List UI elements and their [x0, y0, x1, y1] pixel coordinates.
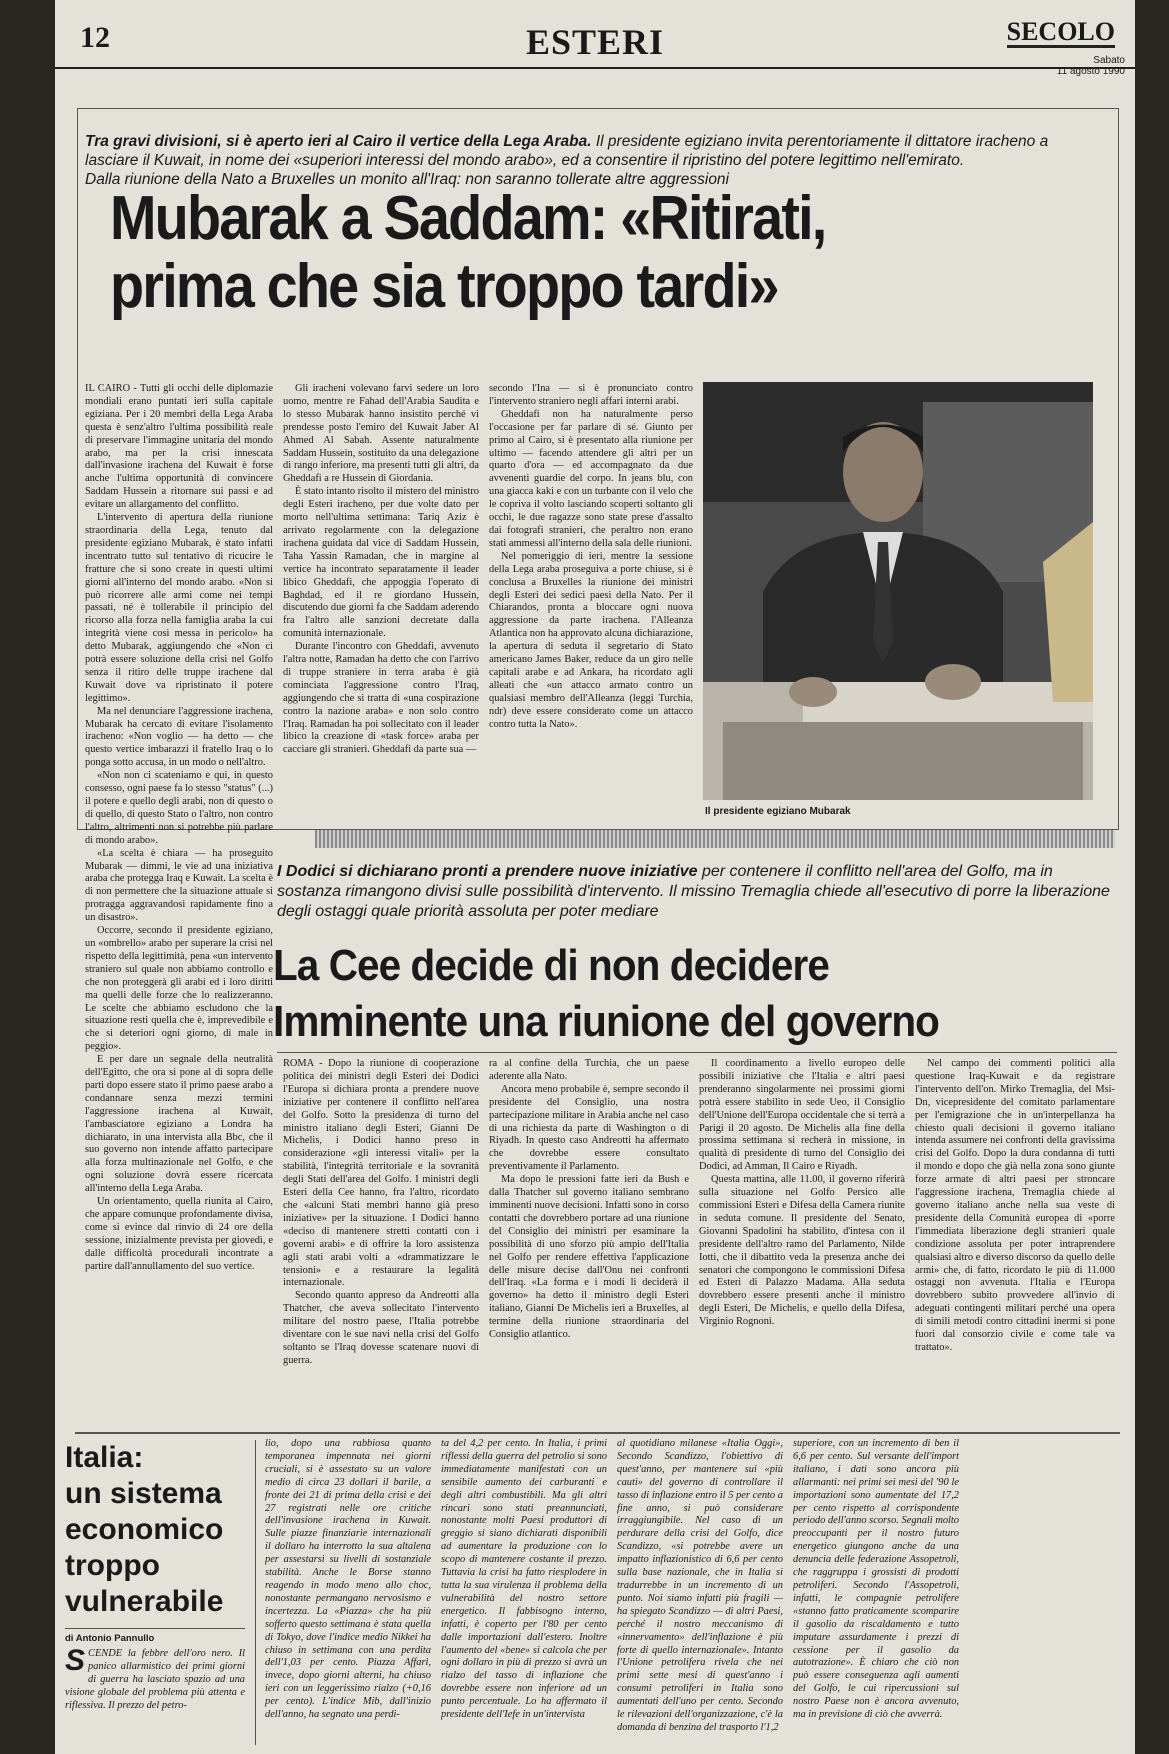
separator-band	[315, 830, 1115, 848]
story3-col4	[793, 1438, 959, 1748]
story1-kicker-rest: Il presidente egiziano invita perentoriamente il dittatore iracheno a lasciare il Kuwait, in nome dei «superiori interessi del mondo arabo», ed a consentire il ripristino del potere legittimo nell'emirato.	[85, 133, 1049, 169]
story3-headline-line4: troppo	[65, 1549, 160, 1582]
issue-date	[1057, 55, 1125, 77]
story1-headline-line2: prima che sia troppo tardi»	[110, 252, 778, 321]
story2-col4	[915, 1058, 1115, 1408]
mubarak-photo	[703, 382, 1093, 800]
story1-col3	[489, 383, 693, 818]
newspaper-logo: SECOLO	[1006, 17, 1115, 46]
story1-col1-p4: «Non non ci scateniamo e qui, in questo consesso, ogni paese fa lo stesso "status" (...) il potere e quello degli arabi, non di questo o di quello, di questo Stato o l'altro, non contro l'altro, altrimenti non si potrebbe più parlare di mondo arabo».	[85, 770, 273, 846]
story1-col1-p1: IL CAIRO - Tutti gli occhi delle diplomazie mondiali erano puntati ieri sulla capitale egiziana. Per i 20 membri della Lega Araba questa è senz'altro l'ultima possibilità reale di preservare l'immagine unitaria del mondo arabo, ma per la crisi innescata dall'invasione irachena del Kuwait è forse anche l'ultima opportunità di convincere Saddam Hussein a ritornare sui passi e ad evitare un allargamento del conflitto.	[85, 383, 273, 511]
story1-col2-p1: Gli iracheni volevano farvi sedere un loro uomo, mentre re Fahad dell'Arabia Saudita e lo stesso Mubarak hanno insistito perché vi prendesse posto l'emiro del Kuwait Jaber Al Ahmed Al Sabah. Assente naturalmente Saddam Hussein, sostituito da una delegazione di rango inferiore, ma presenti tutti gli altri, da Gheddafi a re Hussein di Giordania.	[283, 383, 479, 485]
story2-col2-p1: ra al confine della Turchia, che un paese aderente alla Nato.	[489, 1058, 689, 1082]
story1-col2	[283, 383, 479, 818]
photo-illustration	[703, 382, 1093, 800]
story1-col1-p3: Ma nel denunciare l'aggressione irachena, Mubarak ha cercato di evitare l'isolamento iracheno: «Non voglio — ha detto — che questo vertice imbarazzi il fratello Iraq o lo ponga sotto accusa, in un modo o nell'altro.	[85, 705, 273, 769]
story2-col4-p1: Nel campo dei commenti politici alla questione Iraq-Kuwait e da registrare l'intervento dell'on. Mirko Tremaglia, del Msi-Dn, vicepresidente del comitato parlamentare per l'emigrazione che in un'interpellanza ha chiesto quali decisioni il governo italiano intenda assumere nei confronti della gravissima crisi del Golfo. Dopo la dura condanna di tutti il mondo e dopo che già nella zona sono giunte forze armate di altri paesi per stroncare l'aggressione irachena, Tremaglia chiede al governo italiano anche nella sua veste di presidente della Comunità europea di «porre l'immediata liberazione degli stranieri quale condizione assoluta per poter intraprendere qualsiasi altro e diverso discorso da quello delle armi» che, di fatto, ricordato le più di 11.000 ostaggi non avvenuta. l'Italia e l'Europa dovrebbero subito provvedere all'invio di adeguati contingenti militari perché una opera di simili metodi contro cittadini inermi si pone fuori dal consorzio civile e come tale va trattato».	[915, 1058, 1115, 1353]
story3-col4-text: superiore, con un incremento di ben il 6,6 per cento. Sul versante dell'import italiano, i dati sono ancora più allarmanti: nei primi sei mesi del '90 le importazioni sono aumentate del 17,2 per cento rispetto al corrispondente periodo dell'anno scorso. Segnali molto preoccupanti per il nostro futuro energetico giungono anche da una denuncia delle federazione Assopetroli, che raggruppa i grossisti di prodotti petroliferi. Secondo l'Assopetroli, infatti, le compagnie petrolifere «stanno fatto praticamente scomparire il gasolio da riscaldamento e tutto imputare assurdamente i prezzi di cessione per il gasolio da autotrazione». È chiaro che ciò non può essere conseguenza agli aumenti del Golfo, le cui ripercussioni sul nostro Paese non è ancora avvenuto, ma in previsione di ciò che avverrà.	[793, 1438, 959, 1721]
story1-headline-line1: Mubarak a Saddam: «Ritirati,	[110, 184, 826, 253]
story1-col1-p7: E per dare un segnale della neutralità dell'Egitto, che ora si pone al di sopra delle parti dopo essere stato il primo paese arabo a condannare senza mezzi termini l'aggressione irachena al Kuwait, l'ambasciatore egiziano a Londra ha dichiarato, in una intervista alla Bbc, che il suo governo non intende affatto partecipare alla forza multinazionale nel Golfo, e che ogni soluzione dovrà essere ricercata all'interno della Lega Araba.	[85, 1054, 273, 1195]
story1-col1-p2: L'intervento di apertura della riunione straordinaria della Lega, tenuto dal presidente egiziano Mubarak, è stato infatti incentrato tutto sul tentativo di ricucire le fratture che si sono create in questi ultimi giorni all'interno del mondo arabo. «Non si può ricorrere alle armi come nei tempi passati, né è tollerabile il principio del ricorso alla forza nella famiglia araba la cui integrità viene così messa in pericolo» ha detto Mubarak, aggiungendo che «Non ci potrà essere soluzione della crisi nel Golfo senza il ritiro delle truppe irachene dal Kuwait dove va ripristinato il potere legittimo».	[85, 512, 273, 704]
page-number: 12	[80, 21, 110, 54]
story3-col2	[441, 1438, 607, 1748]
story2-col2-p3: Ma dopo le pressioni fatte ieri da Bush e dalla Thatcher sul governo italiano sembrano imminenti nuove decisioni. Infatti sono in corso contatti che dovrebbero portare ad una riunione del Consiglio dei ministri per esaminare la possibilità di uno sforzo più ampio dell'Italia nel Golfo per rendere effettiva l'applicazione delle misure decise dall'Onu nei confronti dell'Iraq. «La forma e i modi li deciderà il governo» ha detto il ministro degli Esteri italiano, Gianni De Michelis ieri a Bruxelles, al termine della riunione straordinaria del Consiglio atlantico.	[489, 1174, 689, 1341]
story1-col1-p8: Un orientamento, quella riunita al Cairo, che appare comunque profondamente divisa, come si evince dal rinvio di 24 ore della sessione, inizialmente prevista per giovedì, e dalle difficoltà procedurali incontrate a partire dall'annullamento del suo vertice.	[85, 1196, 273, 1272]
story2-headline-line2: Imminente una riunione del governo	[273, 997, 939, 1046]
story1-col3-p2: Gheddafi non ha naturalmente perso l'occasione per far parlare di sé. Giunto per primo al Cairo, si è presentato alla riunione per ultimo — facendo attendere gli altri per un quarto d'ora — ed accompagnato da due avvenenti guardie del corpo. In jeans blu, con una giacca kaki e con un turbante con il velo che le copriva il volto lasciando scoperti soltanto gli occhi, le due ragazze sono state prese d'assalto dai fotografi stranieri, che peraltro non erano stati ammessi all'interno della sala delle riunioni.	[489, 408, 693, 549]
story2-col1-p2: Secondo quanto appreso da Andreotti alla Thatcher, che aveva sollecitato l'intervento militare del nostro paese, l'Italia potrebbe diventare con le sue navi nella crisi del Golfo soltanto se l'Iraq dovesse scatenare nuovi di guerra.	[283, 1290, 479, 1366]
story3-col3-text: al quotidiano milanese «Italia Oggi», Secondo Scandizzo, l'obiettivo di quest'anno, per mantenere sui «più cauti» del governo di controllare il tasso di inflazione entro il 5 per cento a fine anno, si può considerare irraggiungibile. Nel caso di un perdurare della crisi del Golfo, dice Scandizzo, «si potrebbe avere un impatto inflazionistico di 6,6 per cento sulla base nazionale, che in Italia si tradurrebbe in un incremento di un punto. Noi siamo infatti più fragili — ha spiegato Scandizzo — di altri Paesi, perché il nostro meccanismo di «innervamento» dell'inflazione è più forte di quello internazionale». Intanto l'Unione petrolifera rivela che nei primi sette mesi di quest'anno i consumi petroliferi in Italia sono aumentati dell'uno per cento. Secondo le rilevazioni dell'organizzazione, c'è la domanda di benzina del trasporto l'1,2	[617, 1438, 783, 1733]
photo-caption: Il presidente egiziano Mubarak	[705, 806, 851, 817]
story3-headline-line2: un sistema	[65, 1477, 222, 1510]
story2-col3-p2: Questa mattina, alle 11.00, il governo riferirà sulla situazione nel Golfo Persico alle commissioni Esteri e Difesa della Camera riunite in seduta comune. Il presidente del Senato, Giovanni Spadolini ha stabilito, d'intesa con il presidente dell'altro ramo del Parlamento, Nilde Iotti, che il dibattito veda la presenza anche dei senatori che compongono le commissioni Difesa ed Esteri di Palazzo Madama. Alla seduta dovrebbero essere presenti anche il ministro degli Esteri, De Michelis, e quello della Difesa, Virginio Rognoni.	[699, 1174, 905, 1328]
story2-col3	[699, 1058, 905, 1408]
story1-col1	[85, 383, 273, 1398]
story2-kicker	[277, 862, 1117, 922]
story1-headline	[110, 185, 830, 321]
story2-headline-line1: La Cee decide di non decidere	[273, 941, 829, 990]
issue-day: Sabato	[1093, 55, 1125, 66]
story3-col0-text: CENDE la febbre dell'oro nero. Il panico allarmistico dei primi giorni di guerra ha lasciato spazio ad una visione globale del problema più attenta e riflessiva. Il prezzo del petro-	[65, 1648, 245, 1711]
story3-headline-line3: economico	[65, 1513, 224, 1546]
section-title: ESTERI	[525, 22, 665, 62]
story2-rule	[277, 1052, 1117, 1053]
story3-col2-text: ta del 4,2 per cento. In Italia, i primi riflessi della guerra del petrolio si sono immediatamente manifestati con un sensibile aumento dei carburanti e degli altri combustibili. Ma gli altri rincari sono stati preannunciati, nonostante molti Paesi produttori di greggio si siano dichiarati disponibili ad aumentare la produzione con lo scopo di mantenere costante il prezzo. Tuttavia la crisi ha fatto riesplodere in tutta la sua virulenza il problema della vulnerabilità del nostro settore energetico. Il fabbisogno interno, infatti, è coperto per l'80 per cento dalle importazioni dall'estero. Inoltre l'aumento del «bene» si calcola che per ogni dollaro in più di prezzo si avrà un rialzo del tasso di inflazione che dovrebbe essere non inferiore ad un punto percentuale. Lo ha affermato il presidente dell'Iefe in un'intervista	[441, 1438, 607, 1721]
story3-headline-line1: Italia:	[65, 1441, 144, 1474]
story1-col3-p3: Nel pomeriggio di ieri, mentre la sessione della Lega araba proseguiva a porte chiuse, si è conclusa a Bruxelles la riunione dei ministri degli Esteri dei sedici paesi della Nato. Per il Chiarandos, pronta a bloccare ogni nuova aggressione da parte irachena. l'Alleanza Atlantica non ha approvato alcuna dichiarazione, la apertura di seduta il segretario di Stato americano James Baker, reduce da un giro nelle capitali arabe e ad Ankara, ha ricordato agli alleati che «un attacco armato contro un qualsiasi membro dell'Alleanza (leggi Turchia, ndr) deve essere considerato come un attacco contro tutta la Nato».	[489, 550, 693, 730]
issue-date-text: 11 agosto 1990	[1056, 66, 1125, 77]
story2-kicker-rest: per contenere il conflitto nell'area del Golfo, ma in sostanza rimangono divisi sulle possibilità d'intervento. Il missino Tremaglia chiede all'esecutivo di porre la liberazione degli ostaggi quale priorità assoluta per poter mediare	[277, 863, 1110, 920]
story3-col1	[265, 1438, 431, 1748]
story1-kicker-line3: Dalla riunione della Nato a Bruxelles un monito all'Iraq: non saranno tollerate altre aggressioni	[85, 171, 729, 188]
story2-col1-p1: ROMA - Dopo la riunione di cooperazione politica dei ministri degli Esteri dei Dodici l'Europa si dichiara pronta a prendere nuove iniziative per contenere il conflitto nell'area del Golfo. Sotto la presidenza di turno del ministro italiano degli Esteri, Gianni De Michelis, i Dodici hanno preso in considerazione «gli interessi vitali» per la stabilità, l'integrità territoriale e la sovranità degli Stati dell'area del Golfo. I ministri degli Esteri della Cee hanno, fra l'altro, ricordato che «alcuni Stati membri hanno già preso iniziative» per la situazione. I Dodici hanno «deciso di mantenere stretti contatti con i governi arabi» e di offrire la loro assistenza agli stati arabi volti a «drammatizzare le tensioni» e a restaurare la legalità internazionale.	[283, 1058, 479, 1289]
story2-col1	[283, 1058, 479, 1408]
story1-kicker	[85, 132, 1105, 189]
story1-col2-p2: È stato intanto risolto il mistero del ministro degli Esteri iracheno, per due volte dato per morto nell'ultima settimana: Tariq Aziz è arrivato regolarmente con la delegazione irachena guidata dal vice di Saddam Hussein, Taha Yassin Ramadan, che in margine al vertice ha incontrato separatamente il leader libico Gheddafi, che appoggia l'operato di Baghdad, ed il re giordano Hussein, discutendo due giorni fa che Saddam aderendo fra l'altro alle sanzioni decretate dalla comunità internazionale.	[283, 486, 479, 640]
story3-headline-line5: vulnerabile	[65, 1585, 224, 1618]
story3-headline	[65, 1440, 223, 1620]
story1-col1-p6: Occorre, secondo il presidente egiziano, un «ombrello» arabo per superare la crisi nel rispetto della legittimità, pena «un intervento straniero sul quale non abbiamo controllo e che non proteggerà gli arabi ed i loro diritti ma quelli delle forze che lo realizzeranno. Le scelte che abbiamo escludono che la situazione resti quella che è, imprevedibile e che si deteriori ogni giorno, di male in peggio».	[85, 925, 273, 1053]
story2-col3-p1: Il coordinamento a livello europeo delle possibili iniziative che l'Italia e altri paesi prenderanno singolarmente nei prossimi giorni potrà essere stabilito in sede Ueo, il Consiglio dell'Unione dell'Europa occidentale che si terrà a Parigi il 20 agosto. De Michelis alla fine della prossima settimana si recherà in missione, in qualità di presidente di turno del Consiglio dei Dodici, ad Amman, Il Cairo e Riyadh.	[699, 1058, 905, 1173]
story2-headline	[273, 938, 1046, 1050]
masthead	[55, 15, 1135, 77]
story3-byline: di Antonio Pannullo	[65, 1628, 245, 1644]
story3-col0	[65, 1648, 245, 1748]
story3-divider	[255, 1440, 256, 1745]
story2-col2	[489, 1058, 689, 1408]
story1-col3-p1: secondo l'Ina — si è pronunciato contro l'intervento straniero negli affari interni arabi.	[489, 383, 693, 407]
story1-col1-p5: «La scelta è chiara — ha proseguito Mubarak — dimmi, le vie ad una iniziativa araba che protegga Iraq e Kuwait. La scelta è di non permettere che la situazione attuale si protragga aggravandosi rapidamente fino a un disastro».	[85, 847, 273, 924]
story2-kicker-bold: I Dodici si dichiarano pronti a prendere nuove iniziative	[277, 863, 698, 880]
story2-col2-p2: Ancora meno probabile è, sempre secondo il presidente del Consiglio, una nostra partecipazione militare in Arabia anche nel caso di una richiesta da parte di Washington o di Riyadh. In questo caso Andreotti ha affermato che dovrebbe essere consultato preventivamente il Parlamento.	[489, 1083, 689, 1173]
story1-kicker-bold: Tra gravi divisioni, si è aperto ieri al Cairo il vertice della Lega Araba.	[85, 133, 592, 150]
story1-col2-p3: Durante l'incontro con Gheddafi, avvenuto l'altra notte, Ramadan ha detto che con l'arrivo di truppe straniere in terra araba è già cominciata l'aggressione contro l'Iraq, aggiungendo che si tratta di «una cospirazione contro la nazione araba» e non solo contro l'Iraq. Ramadan ha poi sollecitato con il leader libico la creazione di «task force» araba per cacciare gli stranieri. Gheddafi da parte sua —	[283, 641, 479, 756]
newspaper-page	[55, 0, 1135, 1754]
dropcap-letter: S	[65, 1648, 86, 1677]
story3-col3	[617, 1438, 783, 1748]
story3-col1-text: lio, dopo una rabbiosa quanto temporanea impennata nei giorni cruciali, si è assestato su un valore medio di circa 23 dollari il barile, a fronte dei 21 di prima della crisi e dei 27 registrati nelle ore critiche dell'invasione irachena in Kuwait. Sulle piazze finanziarie internazionali il dollaro ha interrotto la sua altalena per assestarsi su livelli di sostanziale stabilità. Anche le Borse stanno reagendo in modo meno allo choc, nonostante permangano nervosismo e incertezza. La «Piazza» che ha più sofferto questo settimana è stata quella di Tokyo, dove l'indice medio Nikkei ha chiuso in settimana con una perdita dell'1,03 per cento. Piazza Affari, invece, dopo giorni alterni, ha chiuso ieri con un leggerissimo rialzo (+0,16 per cento). L'indice Mib, dall'inizio dell'anno, ha segnato una perdi-	[265, 1438, 431, 1721]
